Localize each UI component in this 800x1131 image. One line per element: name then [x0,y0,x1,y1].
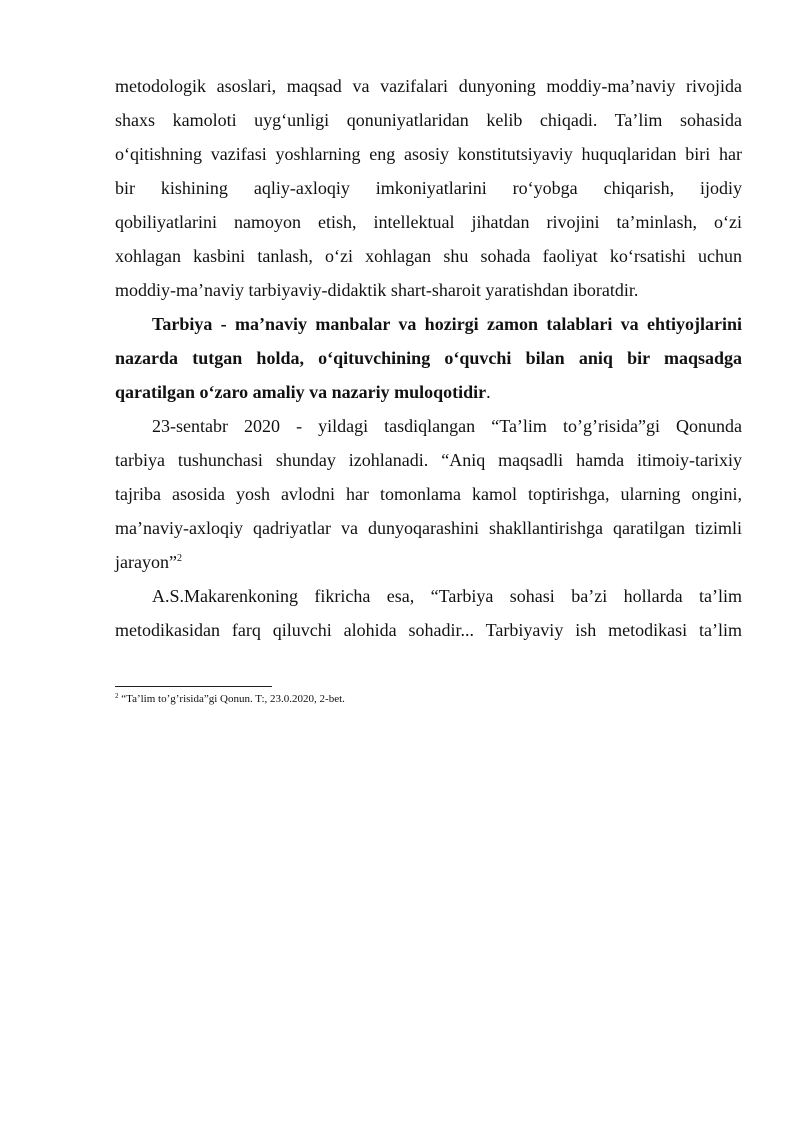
footnote-text: “Ta’lim to’g’risida”gi Qonun. T:, 23.0.2020, 2-bet. [118,693,345,705]
footnote [115,692,345,706]
footnote-marker: 2 [115,692,119,700]
text-line: moddiy-ma’naviy tarbiyaviy-didaktik shart-sharoit yaratishdan iboratdir. [115,280,639,300]
bold-text-line: nazarda tutgan holda, o‘qituvchining o‘quvchi bilan aniq bir maqsadga [115,348,742,368]
text-line [115,382,742,402]
footnote-separator [115,686,272,687]
sentence-period: . [486,382,491,402]
text-line: A.S.Makarenkoning fikricha esa, “Tarbiya sohasi ba’zi hollarda ta’lim [152,586,742,606]
text-line: metodologik asoslari, maqsad va vazifalari dunyoning moddiy-ma’naviy rivojida [115,76,742,96]
text-line: shaxs kamoloti uyg‘unligi qonuniyatlaridan kelib chiqadi. Ta’lim sohasida [115,110,742,130]
text-line: tarbiya tushunchasi shunday izohlanadi. “Aniq maqsadli hamda itimoiy-tarixiy [115,450,742,470]
text-line: 23-sentabr 2020 - yildagi tasdiqlangan “Ta’lim to’g’risida”gi Qonunda [152,416,742,436]
text-line: o‘qitishning vazifasi yoshlarning eng asosiy konstitutsiyaviy huquqlaridan biri har [115,144,742,164]
text-line: qobiliyatlarini namoyon etish, intellektual jihatdan rivojini ta’minlash, o‘zi [115,212,742,232]
bold-text-line: Tarbiya - ma’naviy manbalar va hozirgi zamon talablari va ehtiyojlarini [152,314,742,334]
text-line: bir kishining aqliy-axloqiy imkoniyatlarini ro‘yobga chiqarish, ijodiy [115,178,742,198]
text-line [115,552,742,572]
text-line: tajriba asosida yosh avlodni har tomonlama kamol toptirishga, ularning ongini, [115,484,742,504]
text-line: xohlagan kasbini tanlash, o‘zi xohlagan shu sohada faoliyat ko‘rsatishi uchun [115,246,742,266]
text-line: metodikasidan farq qiluvchi alohida sohadir... Tarbiyaviy ish metodikasi ta’lim [115,620,742,640]
text-line: ma’naviy-axloqiy qadriyatlar va dunyoqarashini shakllantirishga qaratilgan tizimli [115,518,742,538]
bold-text-span: qaratilgan o‘zaro amaliy va nazariy muloqotidir [115,382,487,402]
text-span: jarayon” [115,552,177,572]
footnote-reference: 2 [176,553,182,564]
